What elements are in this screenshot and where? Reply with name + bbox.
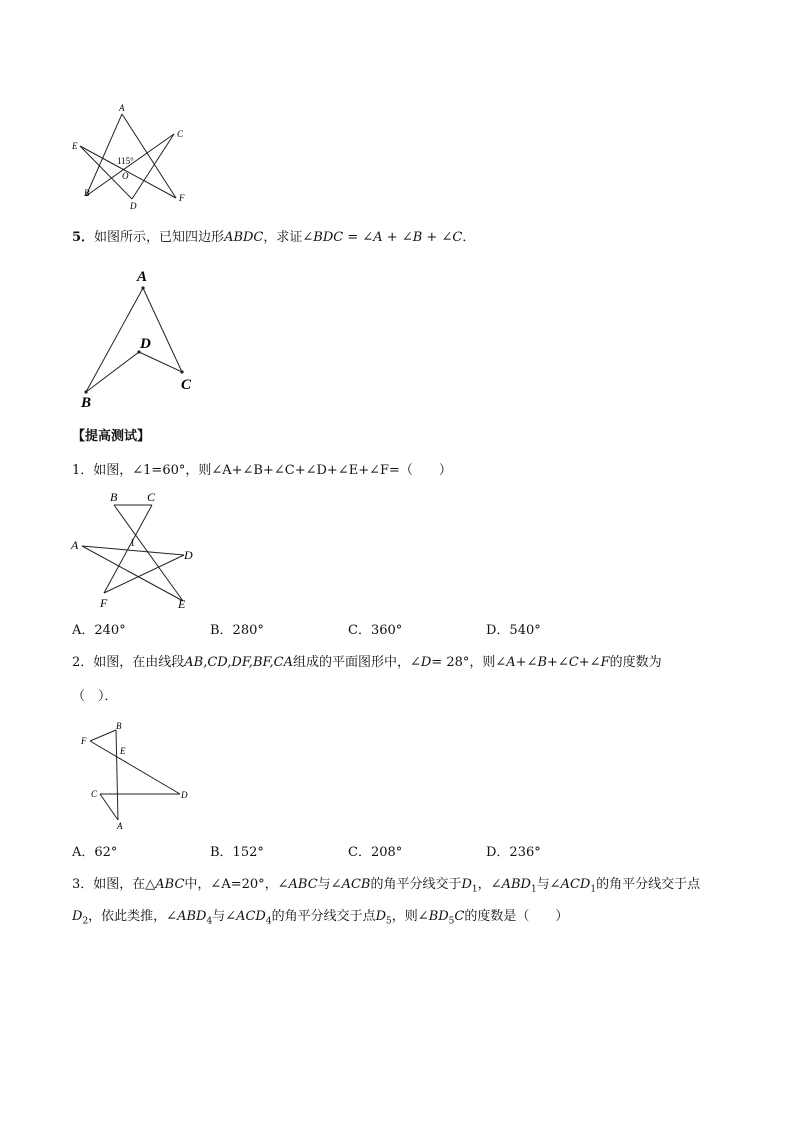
p2-label-c: C [91, 789, 98, 799]
star-label-a: A [119, 103, 125, 113]
p2-label-a: A [117, 821, 123, 831]
p2-option-a[interactable]: A．62° [72, 845, 118, 860]
quad-label-a: A [137, 269, 148, 285]
quad-label-d: D [140, 336, 151, 352]
p1-option-a[interactable]: A．240° [72, 623, 126, 638]
p2-option-c[interactable]: C．208° [348, 845, 403, 860]
p3-question-line2: $D_2$，依此类推，$\angle ABD_4$与$\angle ACD_4$的角平分线交于点$D_5$，则$\angle BD_5C$的度数是（ ） [72, 909, 569, 927]
p2-label-d: D [181, 790, 188, 800]
p1-label-a: A [71, 538, 79, 552]
p2-question-line2: （ ）． [72, 689, 118, 704]
quad-figure [74, 264, 204, 414]
star-label-c: C [177, 129, 184, 139]
p2-label-b: B [116, 721, 122, 731]
p1-label-e: E [178, 597, 186, 611]
star-label-d: D [130, 201, 137, 211]
section-heading: 【提高测试】 [72, 429, 151, 444]
p2-label-e: E [120, 746, 126, 756]
p1-figure [68, 486, 208, 614]
p1-label-1: 1 [130, 538, 135, 549]
p1-question: 1．如图，∠1=60°，则∠A+∠B+∠C+∠D+∠E+∠F=（ ） [72, 463, 452, 478]
p1-option-d[interactable]: D．540° [486, 623, 541, 638]
star-label-b: B [84, 188, 90, 198]
quad-label-b: B [81, 395, 92, 411]
p2-option-d[interactable]: D．236° [486, 845, 541, 860]
star-label-e: E [72, 141, 78, 151]
p1-label-f: F [100, 596, 108, 610]
quad-label-c: C [181, 377, 192, 393]
p1-label-c: C [147, 490, 156, 504]
star-angle-115: 115° [117, 156, 134, 166]
p2-option-b[interactable]: B．152° [210, 845, 264, 860]
star-label-o: O [122, 171, 129, 181]
p2-label-f: F [81, 736, 87, 746]
p2-figure [76, 716, 196, 831]
p1-label-b: B [110, 490, 118, 504]
star-figure [66, 100, 196, 215]
p1-label-d: D [184, 548, 193, 562]
q5-text: 5．如图所示，已知四边形ABDC，求证∠BDC = ∠A + ∠B + ∠C． [72, 230, 476, 245]
p1-option-c[interactable]: C．360° [348, 623, 403, 638]
p3-question-line1: 3．如图，在△ABC中，∠A=20°，∠ABC与∠ACB的角平分线交于$D_1$，$\angle ABD_1$与$\angle ACD_1$的角平分线交于点 [72, 877, 701, 895]
p2-question: 2．如图，在由线段AB,CD,DF,BF,CA组成的平面图形中，∠D= 28°，则∠A+∠B+∠C+∠F的度数为 [72, 655, 662, 670]
p1-option-b[interactable]: B．280° [210, 623, 264, 638]
star-label-f: F [179, 193, 185, 203]
